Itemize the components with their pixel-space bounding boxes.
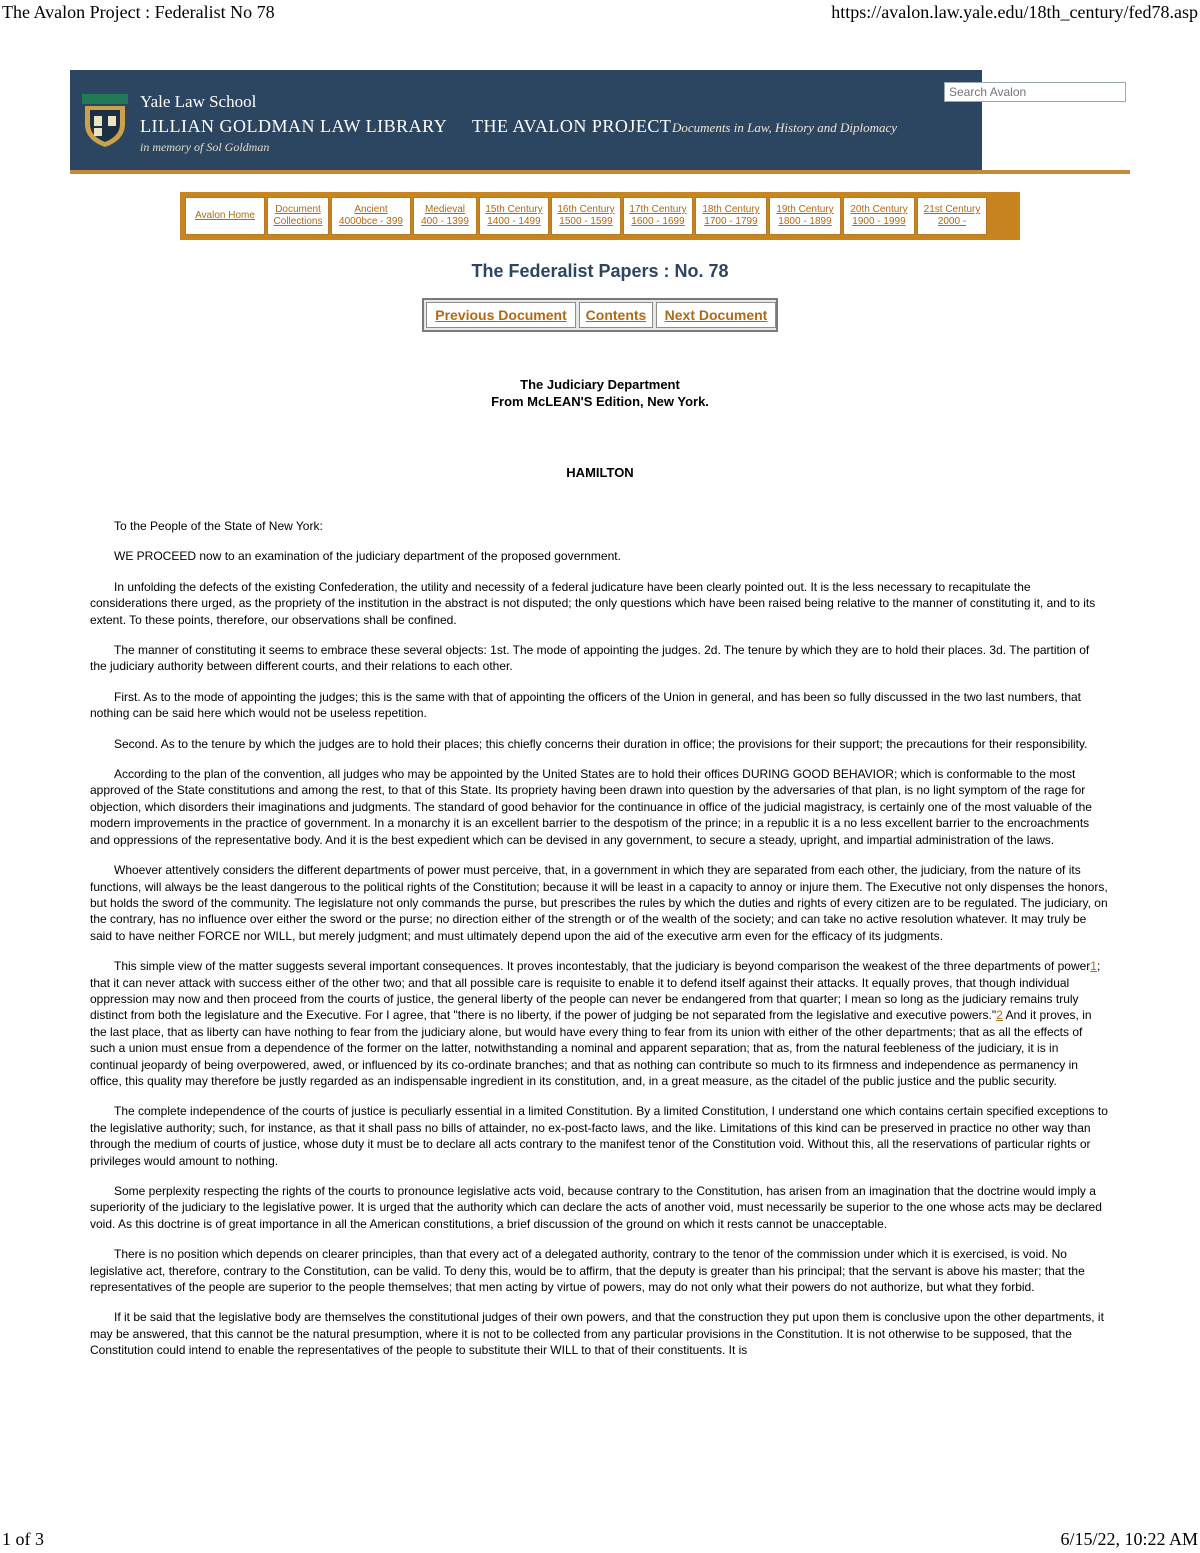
print-page-number: 1 of 3 — [2, 1529, 44, 1549]
nav-20th-century[interactable]: 20th Century 1900 - 1999 — [843, 197, 915, 235]
nav-19th-century[interactable]: 19th Century 1800 - 1899 — [769, 197, 841, 235]
nav-ancient[interactable]: Ancient 4000bce - 399 — [331, 197, 411, 235]
contents-link[interactable]: Contents — [579, 302, 653, 328]
subtitle-line-2: From McLEAN'S Edition, New York. — [491, 394, 709, 409]
document-nav — [422, 298, 778, 332]
print-header — [0, 0, 1200, 26]
next-document-link[interactable]: Next Document — [656, 302, 776, 328]
print-header-url: https://avalon.law.yale.edu/18th_century/fed78.asp — [831, 2, 1198, 22]
paragraph-with-footnotes: This simple view of the matter suggests several important consequences. It proves incontestably, that the judiciary is beyond comparison the weakest of the three departments of power1; that it can never attack with success either of the other two; and that all possible care is requisite to enable it to defend itself against their attacks. It equally proves, that though individual oppression may now and then proceed from the courts of justice, the general liberty of the people can never be endangered from that quarter; I mean so long as the judiciary remains truly distinct from both the legislature and the Executive. For I agree, that "there is no liberty, if the power of judging be not separated from the legislative and executive powers."2 And it proves, in the last place, that as liberty can have nothing to fear from the judiciary alone, but would have every thing to fear from its union with either of the other departments; that as all the effects of such a union must ensue from a dependence of the former on the latter, notwithstanding a nominal and apparent separation; that as, from the natural feebleness of the judiciary, it is in continual jeopardy of being overpowered, awed, or influenced by its co-ordinate branches; and that as nothing can contribute so much to its firmness and independence as permanency in office, this quality may therefore be justly regarded as an indispensable ingredient in its constitution, and, in a great measure, as the citadel of the public justice and the public security. — [90, 959, 1101, 1088]
document-body — [90, 518, 1108, 1373]
paragraph: The manner of constituting it seems to embrace these several objects: 1st. The mode of appointing the judges. 2d. The tenure by which they are to hold their places. 3d. The partition of the judiciary authority between different courts, and their relations to each other. — [90, 643, 1090, 674]
school-name: Yale Law School — [140, 92, 257, 111]
paragraph: According to the plan of the convention, all judges who may be appointed by the United States are to hold their offices DURING GOOD BEHAVIOR; which is conformable to the most approved of the State constitutions and among the rest, to that of this State. Its propriety having been drawn into question by the adversaries of that plan, is no light symptom of the rage for objection, which disorders their imaginations and judgments. The standard of good behavior for the continuance in office of the judicial magistracy, is certainly one of the most valuable of the modern improvements in the practice of government. In a monarchy it is an excellent barrier to the despotism of the prince; in a republic it is a no less excellent barrier to the encroachments and oppressions of the representative body. And it is the best expedient which can be devised in any government, to secure a steady, upright, and impartial administration of the laws. — [90, 767, 1092, 847]
nav-18th-century[interactable]: 18th Century 1700 - 1799 — [695, 197, 767, 235]
print-datetime: 6/15/22, 10:22 AM — [1060, 1529, 1198, 1549]
previous-document-link[interactable]: Previous Document — [426, 302, 576, 328]
project-tagline: Documents in Law, History and Diplomacy — [672, 120, 898, 135]
nav-16th-century[interactable]: 16th Century 1500 - 1599 — [551, 197, 621, 235]
document-subtitle — [0, 376, 1200, 410]
paragraph: Second. As to the tenure by which the judges are to hold their places; this chiefly concerns their duration in office; the provisions for their support; the precautions for their responsibility. — [114, 736, 1088, 751]
library-name: LILLIAN GOLDMAN LAW LIBRARY — [140, 116, 448, 136]
paragraph: The complete independence of the courts of justice is peculiarly essential in a limited Constitution. By a limited Constitution, I understand one which contains certain specified exceptions to the legislative authority; such, for instance, as that it shall pass no bills of attainder, no ex-post-facto laws, and the like. Limitations of this kind can be preserved in practice no other way than through the medium of courts of justice, whose duty it must be to declare all acts contrary to the manifest tenor of the Constitution void. Without this, all the reservations of particular rights or privileges would amount to nothing. — [90, 1104, 1108, 1168]
yale-shield-icon — [82, 94, 128, 148]
paragraph: There is no position which depends on clearer principles, than that every act of a delegated authority, contrary to the tenor of the commission under which it is exercised, is void. No legislative act, therefore, contrary to the Constitution, can be valid. To deny this, would be to affirm, that the deputy is greater than his principal; that the servant is above his master; that the representatives of the people are superior to the people themselves; that men acting by virtue of powers, may do not only what their powers do not authorize, but what they forbid. — [90, 1247, 1085, 1295]
nav-document-collections[interactable]: Document Collections — [267, 197, 329, 235]
nav-17th-century[interactable]: 17th Century 1600 - 1699 — [623, 197, 693, 235]
nav-15th-century[interactable]: 15th Century 1400 - 1499 — [479, 197, 549, 235]
paragraph: First. As to the mode of appointing the judges; this is the same with that of appointing the officers of the Union in general, and has been so fully discussed in the two last numbers, that nothing can be said here which would not be useless repetition. — [90, 689, 1082, 721]
subtitle-line-1: The Judiciary Department — [520, 377, 680, 392]
paragraph: In unfolding the defects of the existing Confederation, the utility and necessity of a federal judicature have been clearly pointed out. It is the less necessary to recapitulate the considerations there urged, as the propriety of the institution in the abstract is not disputed; the only questions which have been raised being relative to the manner of constituting it, and to its extent. To these points, therefore, our observations shall be confined. — [90, 579, 1096, 627]
search-input[interactable] — [944, 82, 1126, 102]
paragraph: Some perplexity respecting the rights of the courts to pronounce legislative acts void, because contrary to the Constitution, has arisen from an imagination that the doctrine would imply a superiority of the judiciary to the legislative power. It is urged that the authority which can declare the acts of another void, must necessarily be superior to the one whose acts may be declared void. As this doctrine is of great importance in all the American constitutions, a brief discussion of the ground on which it rests cannot be unacceptable. — [90, 1184, 1102, 1231]
print-header-title: The Avalon Project : Federalist No 78 — [2, 2, 275, 22]
project-name: THE AVALON PROJECT — [472, 116, 672, 136]
author-name: HAMILTON — [566, 465, 634, 480]
print-footer — [0, 1527, 1200, 1553]
paragraph: Whoever attentively considers the different departments of power must perceive, that, in a government in which they are separated from each other, the judiciary, from the nature of its functions, will always be the least dangerous to the political rights of the Constitution; because it will be least in a capacity to annoy or injure them. The Executive not only dispenses the honors, but holds the sword of the community. The legislature not only commands the purse, but prescribes the rules by which the duties and rights of every citizen are to be regulated. The judiciary, on the contrary, has no influence over either the sword or the purse; no direction either of the strength or of the wealth of the society; and can take no active resolution whatever. It may truly be said to have neither FORCE nor WILL, but merely judgment; and must ultimately depend upon the aid of the executive arm even for the efficacy of its judgments. — [90, 863, 1108, 943]
nav-21st-century[interactable]: 21st Century 2000 - — [917, 197, 987, 235]
salutation: To the People of the State of New York: — [114, 519, 323, 533]
century-nav — [180, 192, 1020, 240]
footnote-1-link[interactable]: 1 — [1090, 959, 1097, 974]
footnote-2-link[interactable]: 2 — [996, 1008, 1003, 1023]
page-title: The Federalist Papers : No. 78 — [471, 261, 729, 281]
nav-avalon-home[interactable]: Avalon Home — [185, 197, 265, 235]
memorial-line: in memory of Sol Goldman — [140, 140, 270, 154]
nav-medieval[interactable]: Medieval 400 - 1399 — [413, 197, 477, 235]
paragraph: WE PROCEED now to an examination of the judiciary department of the proposed government. — [114, 549, 621, 564]
paragraph: If it be said that the legislative body are themselves the constitutional judges of their own powers, and that the construction they put upon them is conclusive upon the other departments, it may be answered, that this cannot be the natural presumption, where it is not to be collected from any particular provisions in the Constitution. It is not otherwise to be supposed, that the Constitution could intend to enable the representatives of the people to substitute their WILL to that of their constituents. It is — [90, 1310, 1104, 1358]
